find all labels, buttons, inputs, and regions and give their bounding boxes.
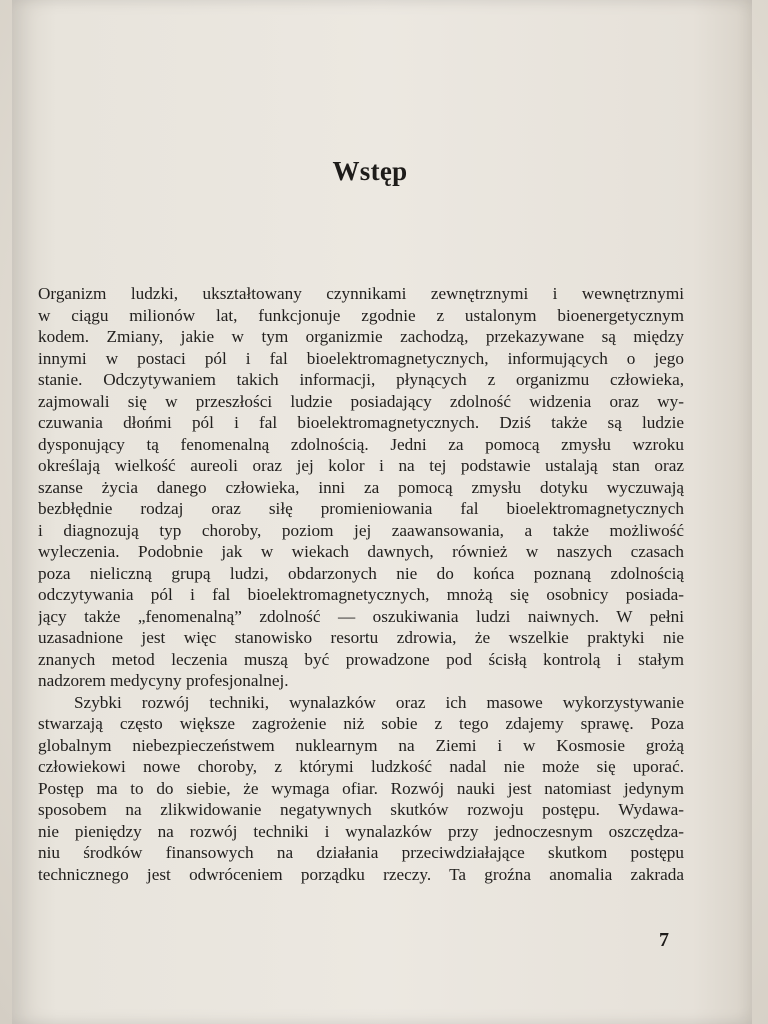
text-line: innymi w postaci pól i fal bioelektromagnetycznych, informujących o jego xyxy=(38,348,684,368)
text-line: sposobem na zlikwidowanie negatywnych skutków rozwoju postępu. Wydawa- xyxy=(38,800,684,819)
text-line: niu środków finansowych na działania przeciwdziałające skutkom postępu xyxy=(38,843,684,862)
text-line: człowiekowi nowe choroby, z którymi ludzkość nadal nie może się uporać. xyxy=(38,757,684,776)
text-line: stanie. Odczytywaniem takich informacji, płynących z organizmu człowieka, xyxy=(38,370,684,389)
text-line: nadzorem medycyny profesjonalnej. xyxy=(38,671,289,690)
book-page xyxy=(12,0,752,1024)
text-line: nie pieniędzy na rozwój techniki i wynalazków przy jednoczesnym oszczędza- xyxy=(38,821,684,841)
text-line: Szybki rozwój techniki, wynalazków oraz ich masowe wykorzystywanie xyxy=(74,692,684,712)
text-line: technicznego jest odwróceniem porządku rzeczy. Ta groźna anomalia zakrada xyxy=(38,864,684,884)
paragraph-1 xyxy=(38,283,684,692)
text-line: znanych metod leczenia muszą być prowadzone pod ścisłą kontrolą i stałym xyxy=(38,649,684,669)
text-line: w ciągu milionów lat, funkcjonuje zgodnie z ustalonym bioenergetycznym xyxy=(38,305,684,325)
text-line: jący także „fenomenalną” zdolność — oszukiwania ludzi naiwnych. W pełni xyxy=(38,606,684,626)
text-line: Postęp ma to do siebie, że wymaga ofiar. Rozwój nauki jest natomiast jedynym xyxy=(38,778,684,798)
page-number: 7 xyxy=(659,929,669,951)
text-line: poza nieliczną grupą ludzi, obdarzonych nie do końca poznaną zdolnością xyxy=(38,563,684,583)
text-line: wyleczenia. Podobnie jak w wiekach dawnych, również w naszych czasach xyxy=(38,542,684,561)
text-line: określają wielkość aureoli oraz jej kolor i na tej podstawie ustalają stan oraz xyxy=(38,456,684,475)
text-line: Organizm ludzki, ukształtowany czynnikami zewnętrznymi i wewnętrznymi xyxy=(38,284,684,303)
text-line: odczytywania pól i fal bioelektromagnetycznych, mnożą się osobnicy posiada- xyxy=(38,585,684,604)
text-line: szanse życia danego człowieka, inni za pomocą zmysłu dotyku wyczuwają xyxy=(38,477,684,497)
body-text xyxy=(38,283,684,885)
text-line: czuwania dłońmi pól i fal bioelektromagnetycznych. Dziś także są ludzie xyxy=(38,413,684,432)
text-line: kodem. Zmiany, jakie w tym organizmie zachodzą, przekazywane są między xyxy=(38,327,684,346)
text-line: globalnym niebezpieczeństwem nuklearnym na Ziemi i w Kosmosie grożą xyxy=(38,735,684,755)
text-line: stwarzają często większe zagrożenie niż sobie z tego zdajemy sprawę. Poza xyxy=(38,714,684,733)
paragraph-2 xyxy=(38,692,684,886)
text-line: dysponujący tą fenomenalną zdolnością. Jedni za pomocą zmysłu wzroku xyxy=(38,434,684,454)
chapter-title: Wstęp xyxy=(332,156,408,186)
text-line: zajmowali się w przeszłości ludzie posiadający zdolność widzenia oraz wy- xyxy=(38,391,684,411)
text-line: bezbłędnie rodzaj oraz siłę promieniowania fal bioelektromagnetycznych xyxy=(38,499,684,518)
text-line: uzasadnione jest więc stanowisko resortu zdrowia, że wszelkie praktyki nie xyxy=(38,628,684,647)
text-line: i diagnozują typ choroby, poziom jej zaawansowania, a także możliwość xyxy=(38,520,684,540)
